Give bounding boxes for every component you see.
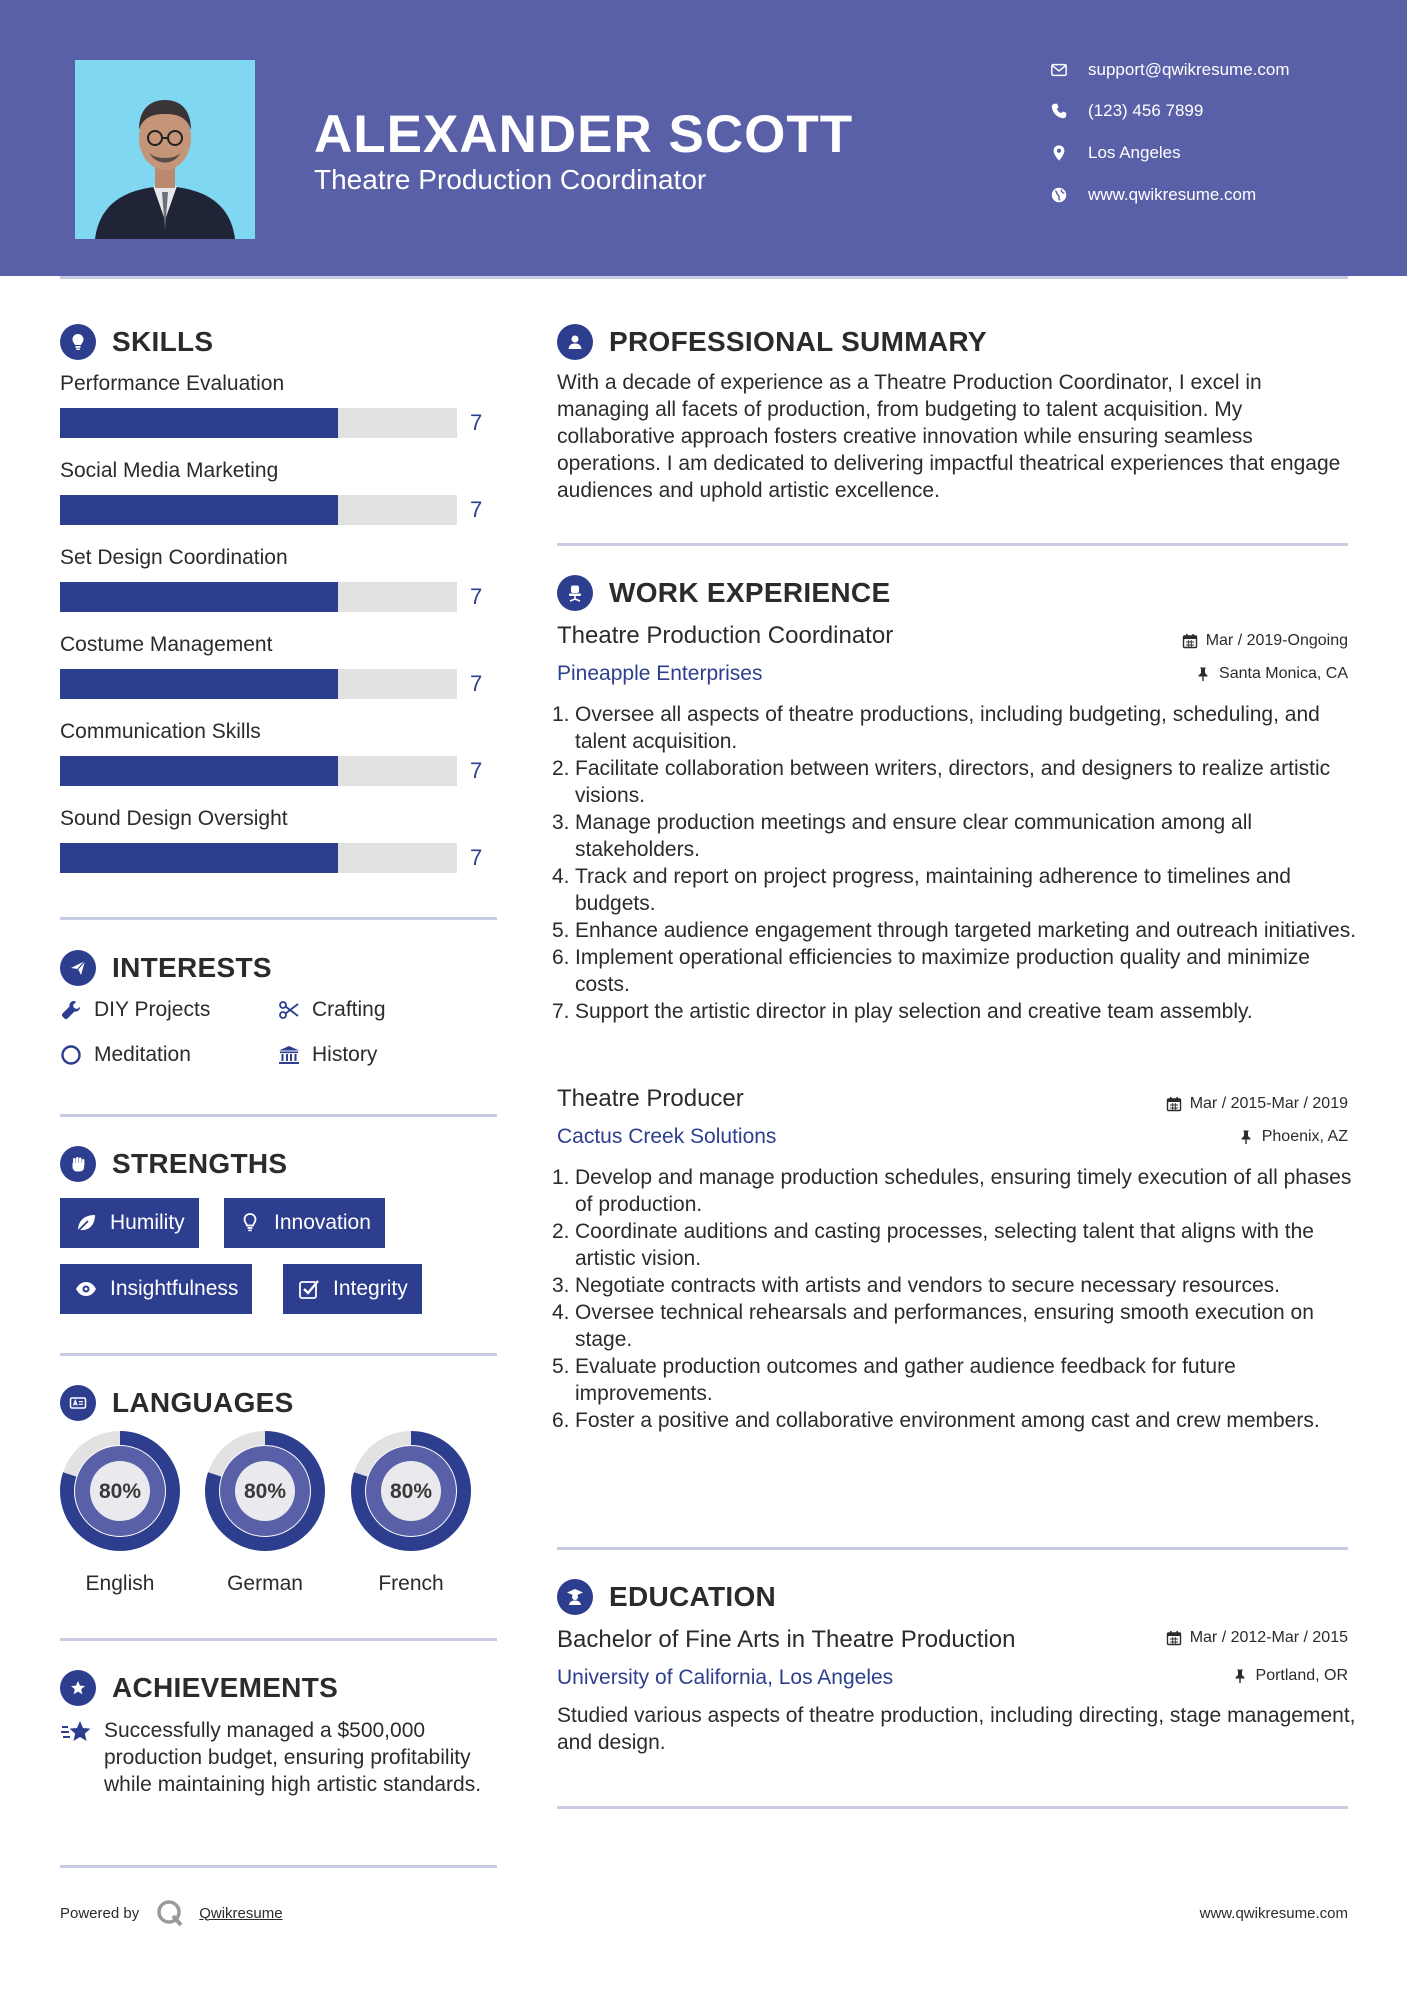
job-responsibilities (552, 701, 1360, 1025)
strength-badge (283, 1264, 422, 1314)
skill-bar (60, 756, 457, 786)
strengths-divider (60, 1353, 497, 1356)
strength-badge (60, 1264, 252, 1314)
lightbulb-icon (238, 1211, 262, 1235)
skill-bar-fill (60, 582, 338, 612)
experience-divider (557, 1547, 1348, 1550)
interest-label: Meditation (94, 1043, 191, 1066)
wrench-icon (60, 999, 82, 1021)
degree-title: Bachelor of Fine Arts in Theatre Production (557, 1626, 1016, 1653)
contact-phone[interactable] (1050, 98, 1350, 124)
graduate-icon (557, 1579, 593, 1615)
contact-website[interactable] (1050, 182, 1350, 208)
job-location-text: Santa Monica, CA (1219, 665, 1348, 682)
language-item (350, 1430, 472, 1596)
bullet-text: Coordinate auditions and casting processes, selecting talent that aligns with the artistic vision. (575, 1220, 1314, 1270)
language-percent: 80% (389, 1480, 433, 1503)
skill-bar (60, 495, 457, 525)
stars-icon (60, 1719, 92, 1747)
bullet-text: Negotiate contracts with artists and vendors to secure necessary resources. (575, 1274, 1280, 1297)
skill-bar-fill (60, 495, 338, 525)
summary-text: With a decade of experience as a Theatre Production Coordinator, I excel in managing all facets of production, from budgeting to talent acquisition. My collaborative approach fosters creative innovation while ensuring seamless operations. I am dedicated to delivering impactful theatrical experiences that engage audiences and uphold artistic excellence. (557, 371, 1341, 502)
strength-label: Innovation (274, 1211, 371, 1234)
scissors-icon (278, 999, 300, 1021)
school-name: University of California, Los Angeles (557, 1666, 894, 1689)
user-icon (557, 324, 593, 360)
list-item: 5. Evaluate production outcomes and gather audience feedback for future improvements. (552, 1353, 1360, 1407)
interests-heading (60, 950, 272, 986)
contact-location-text: Los Angeles (1088, 143, 1181, 162)
summary-title: PROFESSIONAL SUMMARY (609, 326, 987, 357)
strength-badge (224, 1198, 385, 1248)
contact-email-text: support@qwikresume.com (1088, 60, 1290, 79)
achievements-heading (60, 1670, 338, 1706)
languages-divider (60, 1638, 497, 1641)
skill-label: Set Design Coordination (60, 546, 288, 569)
list-item: 1. Oversee all aspects of theatre productions, including budgeting, scheduling, and talent acquisition. (552, 701, 1360, 755)
job-location (1195, 665, 1348, 683)
interest-item (60, 1043, 191, 1067)
language-percent: 80% (243, 1480, 287, 1503)
language-name: German (227, 1572, 303, 1595)
skill-bar (60, 408, 457, 438)
summary-divider (557, 543, 1348, 546)
phone-icon (1050, 102, 1068, 120)
candidate-title: Theatre Production Coordinator (314, 164, 707, 195)
achievement-text: Successfully managed a $500,000 production budget, ensuring profitability while maintaining high artistic standards. (104, 1719, 482, 1796)
contact-email[interactable] (1050, 57, 1350, 83)
skill-value: 7 (470, 758, 483, 783)
eye-icon (74, 1277, 98, 1301)
job-dates (1166, 1095, 1348, 1113)
education-description: Studied various aspects of theatre production, including directing, stage management, and design. (557, 1704, 1356, 1754)
globe-icon (1050, 186, 1068, 204)
achievements-divider (60, 1865, 497, 1868)
company-name: Cactus Creek Solutions (557, 1125, 777, 1148)
list-item: 3. Manage production meetings and ensure clear communication among all stakeholders. (552, 809, 1360, 863)
paper-plane-icon (60, 950, 96, 986)
language-donut (204, 1430, 326, 1552)
bullet-text: Support the artistic director in play selection and creative team assembly. (575, 1000, 1253, 1023)
skill-bar (60, 669, 457, 699)
bullet-text: Evaluate production outcomes and gather audience feedback for future improvements. (575, 1355, 1236, 1405)
interests-title: INTERESTS (112, 952, 272, 983)
strength-label: Insightfulness (110, 1277, 239, 1300)
bullet-text: Facilitate collaboration between writers, directors, and designers to realize artistic visions. (575, 757, 1331, 807)
contact-location (1050, 140, 1350, 166)
language-name: English (85, 1572, 155, 1595)
interest-item (278, 1043, 377, 1067)
job-dates-text: Mar / 2019-Ongoing (1205, 632, 1348, 649)
education-title: EDUCATION (609, 1581, 777, 1612)
job-dates-text: Mar / 2015-Mar / 2019 (1189, 1095, 1348, 1112)
experience-title: WORK EXPERIENCE (609, 577, 891, 608)
strengths-title: STRENGTHS (112, 1148, 288, 1179)
language-item (204, 1430, 326, 1596)
bullet-text: Develop and manage production schedules, ensuring timely execution of all phases of production. (575, 1166, 1352, 1216)
bullet-text: Foster a positive and collaborative environment among cast and crew members. (575, 1409, 1320, 1432)
resume-header (0, 0, 1407, 276)
job-dates (1182, 632, 1348, 650)
company-name: Pineapple Enterprises (557, 662, 763, 685)
powered-by-text: Powered by (60, 1904, 140, 1922)
list-item: 7. Support the artistic director in play selection and creative team assembly. (552, 1000, 1253, 1023)
job-location (1238, 1128, 1348, 1146)
job-location-text: Phoenix, AZ (1261, 1128, 1348, 1145)
list-item: 3. Negotiate contracts with artists and vendors to secure necessary resources. (552, 1274, 1280, 1297)
skill-value: 7 (470, 497, 483, 522)
envelope-icon (1050, 61, 1068, 79)
skill-value: 7 (470, 584, 483, 609)
bullet-text: Track and report on project progress, maintaining adherence to timelines and budgets. (575, 865, 1291, 915)
skill-value: 7 (470, 671, 483, 696)
bullet-text: Implement operational efficiencies to maximize production quality and minimize costs. (575, 946, 1310, 996)
bullet-text: Oversee all aspects of theatre productions, including budgeting, scheduling, and talent acquisition. (575, 703, 1320, 753)
list-item: 6. Foster a positive and collaborative environment among cast and crew members. (552, 1409, 1320, 1432)
languages-heading (60, 1385, 294, 1421)
skill-bar (60, 843, 457, 873)
strength-badge (60, 1198, 199, 1248)
contact-website-text: www.qwikresume.com (1088, 185, 1257, 204)
list-item: 1. Develop and manage production schedules, ensuring timely execution of all phases of production. (552, 1164, 1360, 1218)
list-item: 5. Enhance audience engagement through targeted marketing and outreach initiatives. (552, 919, 1357, 942)
interest-label: Crafting (312, 998, 386, 1021)
bullet-text: Enhance audience engagement through targeted marketing and outreach initiatives. (575, 919, 1357, 942)
list-item: 6. Implement operational efficiencies to maximize production quality and minimize costs. (552, 944, 1360, 998)
summary-heading (557, 324, 987, 360)
lightbulb-icon (60, 324, 96, 360)
calendar-icon (1166, 1096, 1182, 1112)
interest-item (278, 998, 386, 1022)
education-dates-text: Mar / 2012-Mar / 2015 (1189, 1629, 1348, 1646)
calendar-icon (1182, 633, 1198, 649)
skill-value: 7 (470, 845, 483, 870)
list-item: 2. Facilitate collaboration between writers, directors, and designers to realize artistic visions. (552, 755, 1360, 809)
brand-link[interactable]: Qwikresume (199, 1904, 283, 1922)
qwikresume-logo-icon (155, 1898, 185, 1928)
job-title: Theatre Producer (557, 1085, 744, 1112)
list-item: 4. Oversee technical rehearsals and performances, ensuring smooth execution on stage. (552, 1299, 1360, 1353)
star-badge-icon (60, 1670, 96, 1706)
education-heading (557, 1579, 776, 1615)
strengths-heading (60, 1146, 287, 1182)
leaf-icon (74, 1211, 98, 1235)
strength-label: Humility (110, 1211, 185, 1234)
header-divider (60, 276, 1348, 279)
interests-divider (60, 1114, 497, 1117)
skills-title: SKILLS (112, 326, 214, 357)
education-location-text: Portland, OR (1255, 1667, 1348, 1684)
bullet-text: Manage production meetings and ensure clear communication among all stakeholders. (575, 811, 1253, 861)
interest-item (60, 998, 210, 1022)
skill-label: Sound Design Oversight (60, 807, 288, 830)
skill-label: Communication Skills (60, 720, 261, 743)
map-pin-icon (1050, 144, 1068, 162)
skill-label: Costume Management (60, 633, 273, 656)
interest-label: DIY Projects (94, 998, 211, 1021)
experience-heading (557, 575, 890, 611)
bullet-text: Oversee technical rehearsals and performances, ensuring smooth execution on stage. (575, 1301, 1314, 1351)
check-square-icon (297, 1277, 321, 1301)
footer-powered-by (60, 1898, 283, 1928)
achievements-title: ACHIEVEMENTS (112, 1672, 339, 1703)
skill-label: Performance Evaluation (60, 372, 285, 395)
job-responsibilities (552, 1164, 1360, 1434)
skill-label: Social Media Marketing (60, 459, 279, 482)
skill-bar-fill (60, 843, 338, 873)
language-donut (350, 1430, 472, 1552)
language-percent: 80% (98, 1480, 142, 1503)
strength-label: Integrity (333, 1277, 408, 1300)
footer-url[interactable]: www.qwikresume.com (1199, 1905, 1348, 1922)
skill-bar-fill (60, 408, 338, 438)
language-icon (60, 1385, 96, 1421)
list-item: 2. Coordinate auditions and casting processes, selecting talent that aligns with the artistic vision. (552, 1218, 1360, 1272)
language-item (59, 1430, 181, 1596)
thumbtack-icon (1195, 666, 1211, 682)
museum-icon (278, 1044, 300, 1066)
skill-value: 7 (470, 410, 483, 435)
calendar-icon (1166, 1630, 1182, 1646)
skill-bar-fill (60, 669, 338, 699)
list-item: 4. Track and report on project progress, maintaining adherence to timelines and budgets. (552, 863, 1360, 917)
circle-icon (60, 1044, 82, 1066)
office-chair-icon (557, 575, 593, 611)
skill-bar-fill (60, 756, 338, 786)
fist-icon (60, 1146, 96, 1182)
skills-divider (60, 917, 497, 920)
job-title: Theatre Production Coordinator (557, 622, 894, 649)
education-divider (557, 1806, 1348, 1809)
languages-title: LANGUAGES (112, 1387, 294, 1418)
language-donut (59, 1430, 181, 1552)
interest-label: History (312, 1043, 378, 1066)
education-dates (1166, 1629, 1348, 1647)
contact-phone-text: (123) 456 7899 (1088, 101, 1204, 120)
education-location (1232, 1667, 1348, 1685)
language-name: French (378, 1572, 444, 1595)
candidate-name: ALEXANDER SCOTT (314, 105, 854, 164)
skills-heading (60, 324, 213, 360)
profile-photo (75, 60, 255, 239)
skill-bar (60, 582, 457, 612)
thumbtack-icon (1232, 1668, 1248, 1684)
thumbtack-icon (1238, 1129, 1254, 1145)
